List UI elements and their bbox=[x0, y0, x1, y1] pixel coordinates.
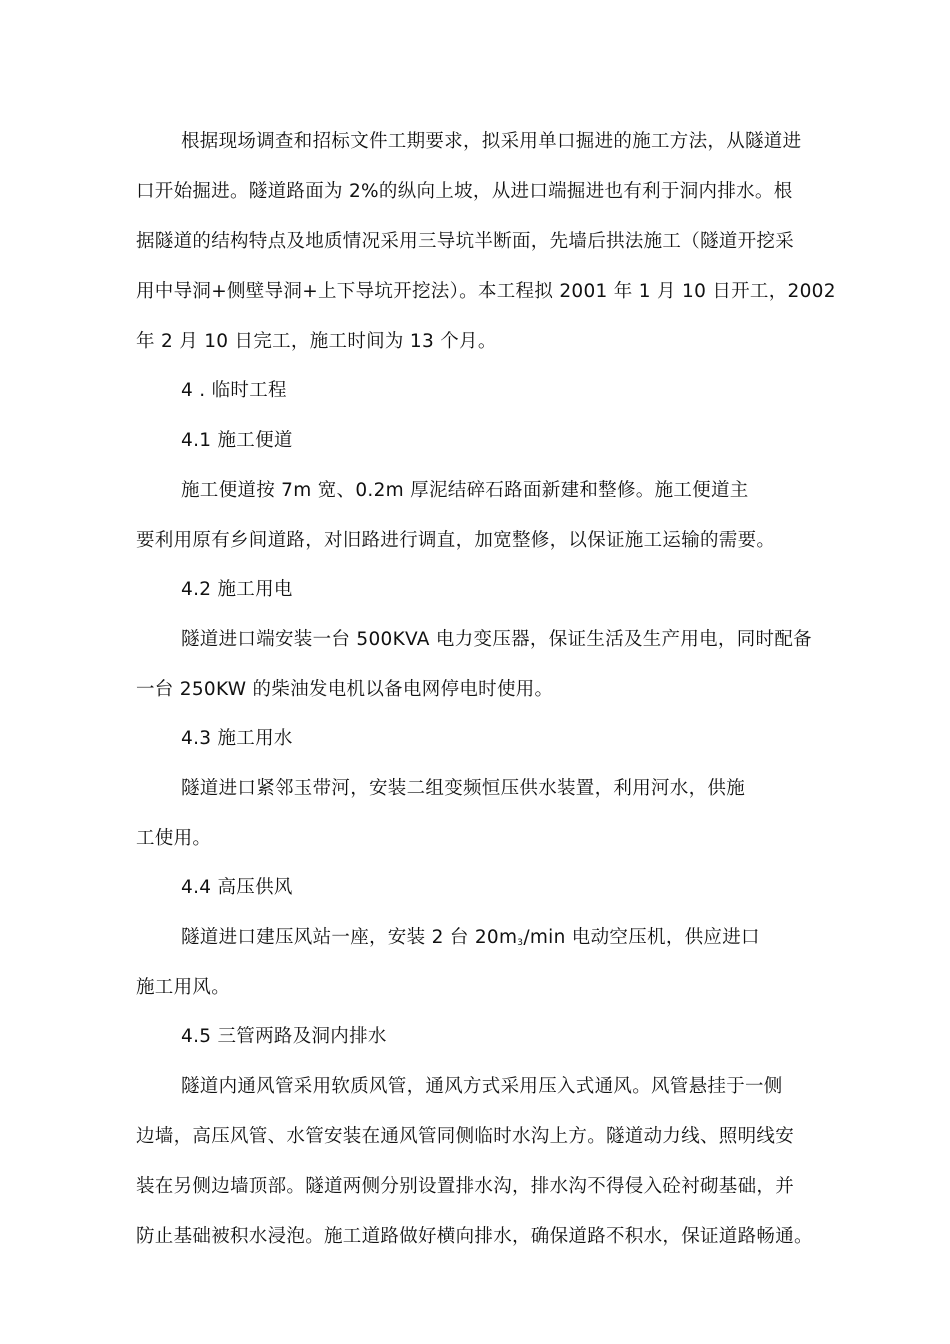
body-text-segment: 隧道进口建压风站一座，安装 2 台 20m bbox=[181, 927, 518, 948]
body-text-line: 年 2 月 10 日完工，施工时间为 13 个月。 bbox=[136, 331, 497, 352]
body-text-line: 要利用原有乡间道路，对旧路进行调直，加宽整修，以保证施工运输的需要。 bbox=[136, 530, 776, 551]
subsection-heading: 4.5 三管两路及洞内排水 bbox=[181, 1026, 387, 1047]
body-text-line: 工使用。 bbox=[136, 828, 212, 849]
body-text-line: 施工便道按 7m 宽、0.2m 厚泥结碎石路面新建和整修。施工便道主 bbox=[181, 480, 749, 501]
subsection-heading: 4.2 施工用电 bbox=[181, 579, 293, 600]
body-text-line: 边墙，高压风管、水管安装在通风管同侧临时水沟上方。隧道动力线、照明线安 bbox=[136, 1126, 795, 1147]
unit-subscript: 3 bbox=[517, 938, 524, 948]
body-text-line: 防止基础被积水浸泡。施工道路做好横向排水，确保道路不积水，保证道路畅通。 bbox=[136, 1226, 813, 1247]
body-text-line: 一台 250KW 的柴油发电机以备电网停电时使用。 bbox=[136, 679, 554, 700]
body-text-line: 施工用风。 bbox=[136, 977, 231, 998]
body-text-line: 根据现场调查和招标文件工期要求，拟采用单口掘进的施工方法，从隧道进 bbox=[181, 131, 802, 152]
subsection-heading: 4.3 施工用水 bbox=[181, 728, 293, 749]
body-text-line: 口开始掘进。隧道路面为 2%的纵向上坡，从进口端掘进也有利于洞内排水。根 bbox=[136, 181, 793, 202]
body-text-line: 隧道进口紧邻玉带河，安装二组变频恒压供水装置，利用河水，供施 bbox=[181, 778, 746, 799]
body-text-line: 装在另侧边墙顶部。隧道两侧分别设置排水沟，排水沟不得侵入砼衬砌基础，并 bbox=[136, 1176, 795, 1197]
subsection-heading: 4.4 高压供风 bbox=[181, 877, 293, 898]
body-text-line: 隧道内通风管采用软质风管，通风方式采用压入式通风。风管悬挂于一侧 bbox=[181, 1076, 783, 1097]
body-text-line: 隧道进口端安装一台 500KVA 电力变压器，保证生活及生产用电，同时配备 bbox=[181, 629, 812, 650]
body-text-line bbox=[181, 926, 760, 953]
section-heading: 4 . 临时工程 bbox=[181, 380, 287, 401]
body-text-segment: /min 电动空压机，供应进口 bbox=[523, 927, 760, 948]
body-text-line: 据隧道的结构特点及地质情况采用三导坑半断面，先墙后拱法施工（隧道开挖采 bbox=[136, 231, 795, 252]
body-text-line: 用中导洞+侧壁导洞+上下导坑开挖法）。本工程拟 2001 年 1 月 10 日开工，2002 bbox=[136, 281, 836, 302]
subsection-heading: 4.1 施工便道 bbox=[181, 430, 293, 451]
